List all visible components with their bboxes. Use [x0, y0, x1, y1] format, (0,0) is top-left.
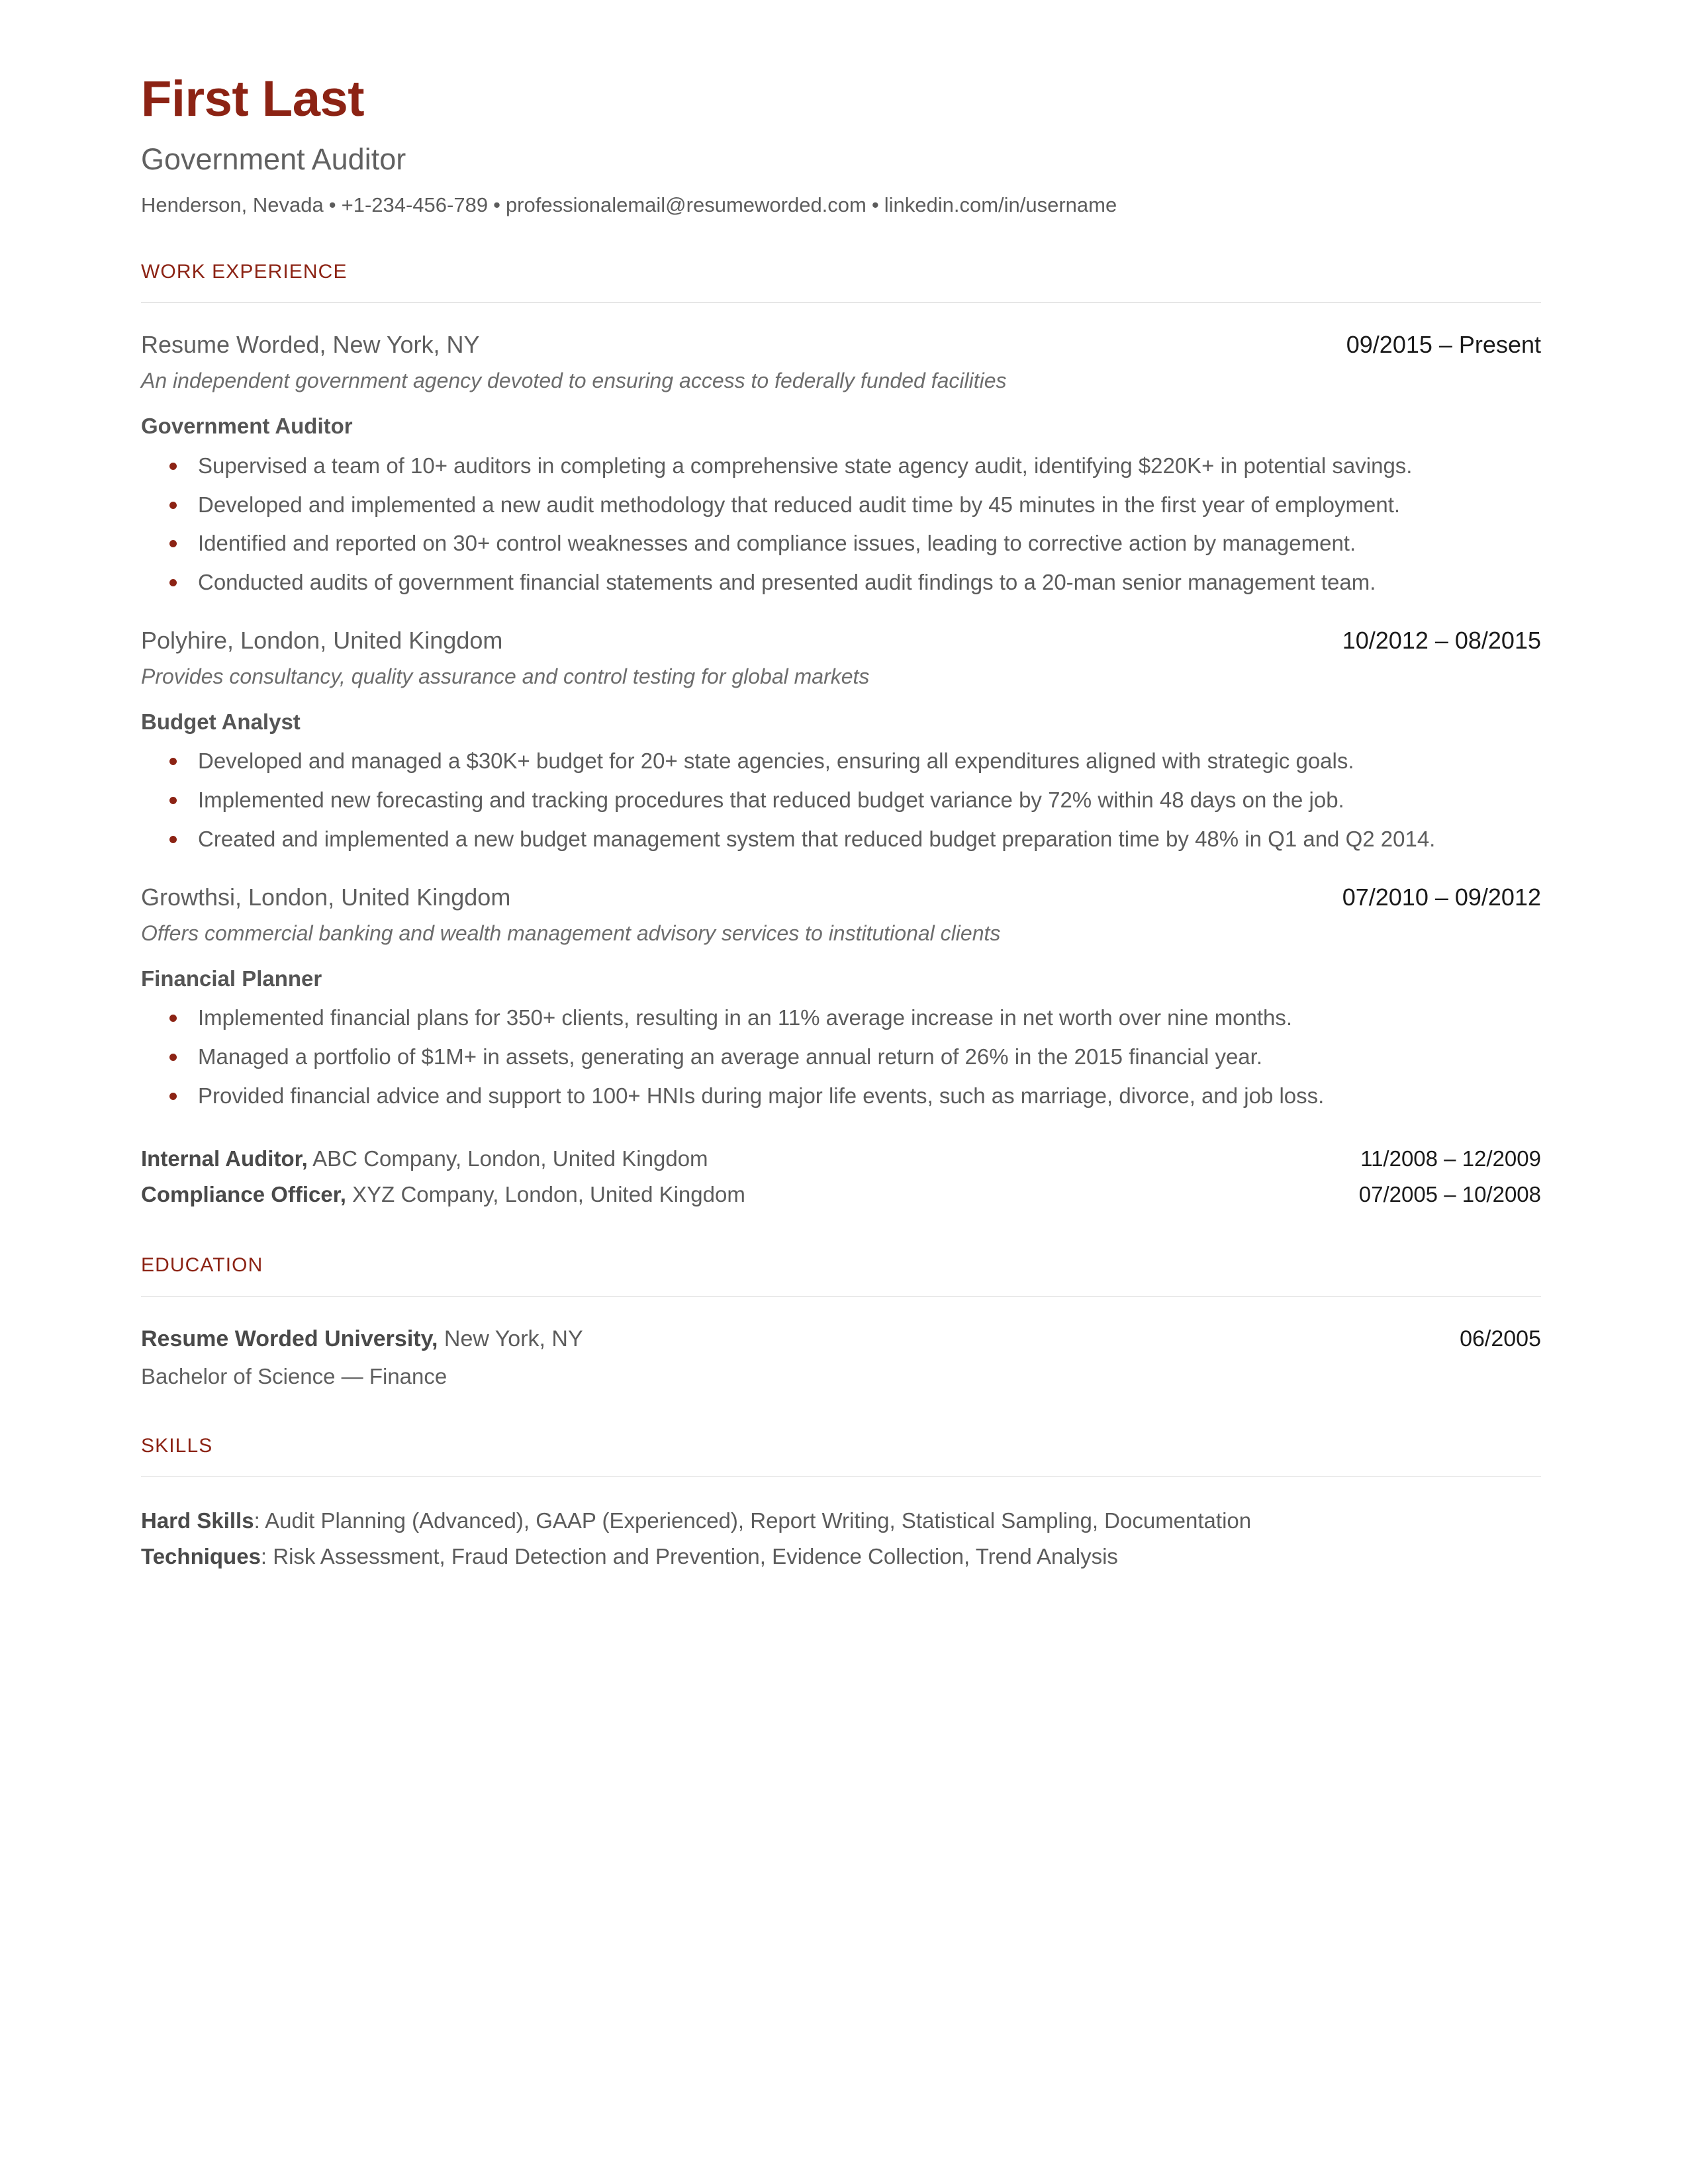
job-bullet — [141, 823, 1541, 856]
job-bullet-text: Conducted audits of government financial statements and presented audit findings to a 20-man senior management team. — [198, 570, 1376, 595]
job-bullet — [141, 450, 1541, 482]
section-divider-work — [141, 302, 1541, 303]
job-title: Government Auditor — [141, 413, 353, 438]
job-bullet — [141, 784, 1541, 817]
skill-value: Risk Assessment, Fraud Detection and Prevention, Evidence Collection, Trend Analysis — [273, 1543, 1118, 1569]
bullet-dot-icon — [169, 540, 177, 547]
job-bullet-list — [141, 745, 1541, 855]
job-bullet-text: Developed and managed a $30K+ budget for 20+ state agencies, ensuring all expenditures aligned with strategic goals. — [198, 749, 1354, 774]
contact-email[interactable]: professionalemail@resumeworded.com — [505, 193, 867, 216]
job-header-row — [141, 330, 1541, 359]
skill-line — [141, 1505, 1541, 1537]
skill-label: Techniques — [141, 1543, 261, 1569]
job-description: Provides consultancy, quality assurance and control testing for global markets — [141, 664, 870, 688]
short-job-text — [141, 1179, 745, 1210]
job-dates: 10/2012 – 08/2015 — [1342, 626, 1541, 654]
contact-phone: +1-234-456-789 — [341, 193, 489, 216]
job-title: Financial Planner — [141, 966, 322, 991]
bullet-dot-icon — [169, 1093, 177, 1100]
education-date: 06/2005 — [1460, 1326, 1541, 1351]
job-bullet — [141, 527, 1541, 560]
job-bullet-text: Implemented new forecasting and tracking procedures that reduced budget variance by 72% within 48 days on the job. — [198, 788, 1344, 813]
job-bullet-text: Implemented financial plans for 350+ clients, resulting in an 11% average increase in net worth over nine months. — [198, 1005, 1293, 1030]
short-job-entry — [141, 1143, 1541, 1175]
contact-linkedin[interactable]: linkedin.com/in/username — [884, 193, 1117, 216]
job-bullet-text: Provided financial advice and support to 100+ HNIs during major life events, such as marriage, divorce, and job loss. — [198, 1083, 1325, 1109]
job-description: An independent government agency devoted to ensuring access to federally funded facilities — [141, 369, 1007, 393]
education-school-name: Resume Worded University, — [141, 1326, 438, 1351]
job-header-row — [141, 882, 1541, 912]
job-entry — [141, 625, 1541, 856]
skill-value: Audit Planning (Advanced), GAAP (Experienced), Report Writing, Statistical Sampling, Documentation — [265, 1508, 1252, 1533]
bullet-dot-icon — [169, 758, 177, 765]
candidate-headline: Government Auditor — [141, 142, 406, 176]
job-bullet — [141, 1002, 1541, 1034]
bullet-dot-icon — [169, 1015, 177, 1022]
job-entry — [141, 330, 1541, 599]
short-job-dates: 07/2005 – 10/2008 — [1358, 1181, 1541, 1206]
job-bullet-text: Identified and reported on 30+ control weaknesses and compliance issues, leading to corrective action by management. — [198, 531, 1356, 556]
job-bullet-text: Developed and implemented a new audit methodology that reduced audit time by 45 minutes in the first year of employment. — [198, 492, 1401, 517]
job-bullet — [141, 489, 1541, 522]
bullet-dot-icon — [169, 797, 177, 804]
bullet-dot-icon — [169, 579, 177, 586]
bullet-dot-icon — [169, 502, 177, 509]
job-company: Polyhire, London, United Kingdom — [141, 626, 503, 654]
resume-header — [141, 71, 1541, 217]
skills-list — [141, 1505, 1541, 1572]
contact-location: Henderson, Nevada — [141, 193, 324, 216]
job-bullet — [141, 745, 1541, 778]
job-bullet-text: Managed a portfolio of $1M+ in assets, generating an average annual return of 26% in the 2015 financial year. — [198, 1044, 1262, 1069]
bullet-dot-icon — [169, 836, 177, 843]
education-location: New York, NY — [438, 1326, 583, 1351]
short-job-dates: 11/2008 – 12/2009 — [1360, 1146, 1541, 1171]
job-header-row — [141, 625, 1541, 655]
education-entry — [141, 1324, 1541, 1391]
skill-label: Hard Skills — [141, 1508, 254, 1533]
section-heading-skills: SKILLS — [141, 1434, 213, 1457]
short-job-text — [141, 1143, 708, 1175]
job-bullet-text: Created and implemented a new budget management system that reduced budget preparation time by 48% in Q1 and Q2 2014. — [198, 827, 1436, 852]
job-description: Offers commercial banking and wealth management advisory services to institutional clients — [141, 921, 1001, 945]
education-degree: Bachelor of Science — Finance — [141, 1363, 447, 1388]
job-dates: 09/2015 – Present — [1346, 331, 1541, 359]
contact-line — [141, 193, 1541, 217]
skill-separator: : — [254, 1508, 265, 1533]
short-job-list — [141, 1143, 1541, 1210]
job-company: Resume Worded, New York, NY — [141, 331, 480, 359]
job-company: Growthsi, London, United Kingdom — [141, 883, 511, 911]
job-bullet — [141, 1041, 1541, 1073]
job-bullet — [141, 567, 1541, 599]
education-school-line — [141, 1324, 583, 1353]
contact-separator-3: • — [871, 193, 879, 216]
short-job-detail: ABC Company, London, United Kingdom — [307, 1146, 708, 1171]
bullet-dot-icon — [169, 1054, 177, 1061]
candidate-name: First Last — [141, 71, 365, 127]
skill-separator: : — [260, 1543, 273, 1569]
contact-separator-1: • — [328, 193, 336, 216]
section-heading-work: WORK EXPERIENCE — [141, 261, 348, 283]
job-title: Budget Analyst — [141, 709, 301, 734]
short-job-role: Internal Auditor, — [141, 1146, 308, 1171]
job-bullet-list — [141, 450, 1541, 599]
section-heading-education: EDUCATION — [141, 1253, 263, 1276]
short-job-detail: XYZ Company, London, United Kingdom — [346, 1181, 745, 1206]
job-bullet-list — [141, 1002, 1541, 1112]
short-job-role: Compliance Officer, — [141, 1181, 346, 1206]
bullet-dot-icon — [169, 463, 177, 470]
job-bullet-text: Supervised a team of 10+ auditors in completing a comprehensive state agency audit, identifying $220K+ in potential savings. — [198, 453, 1413, 478]
education-header-row — [141, 1324, 1541, 1353]
short-job-entry — [141, 1179, 1541, 1210]
job-entry — [141, 882, 1541, 1113]
section-divider-education — [141, 1296, 1541, 1297]
contact-separator-2: • — [493, 193, 500, 216]
job-dates: 07/2010 – 09/2012 — [1342, 883, 1541, 911]
skill-line — [141, 1541, 1541, 1572]
job-bullet — [141, 1080, 1541, 1113]
